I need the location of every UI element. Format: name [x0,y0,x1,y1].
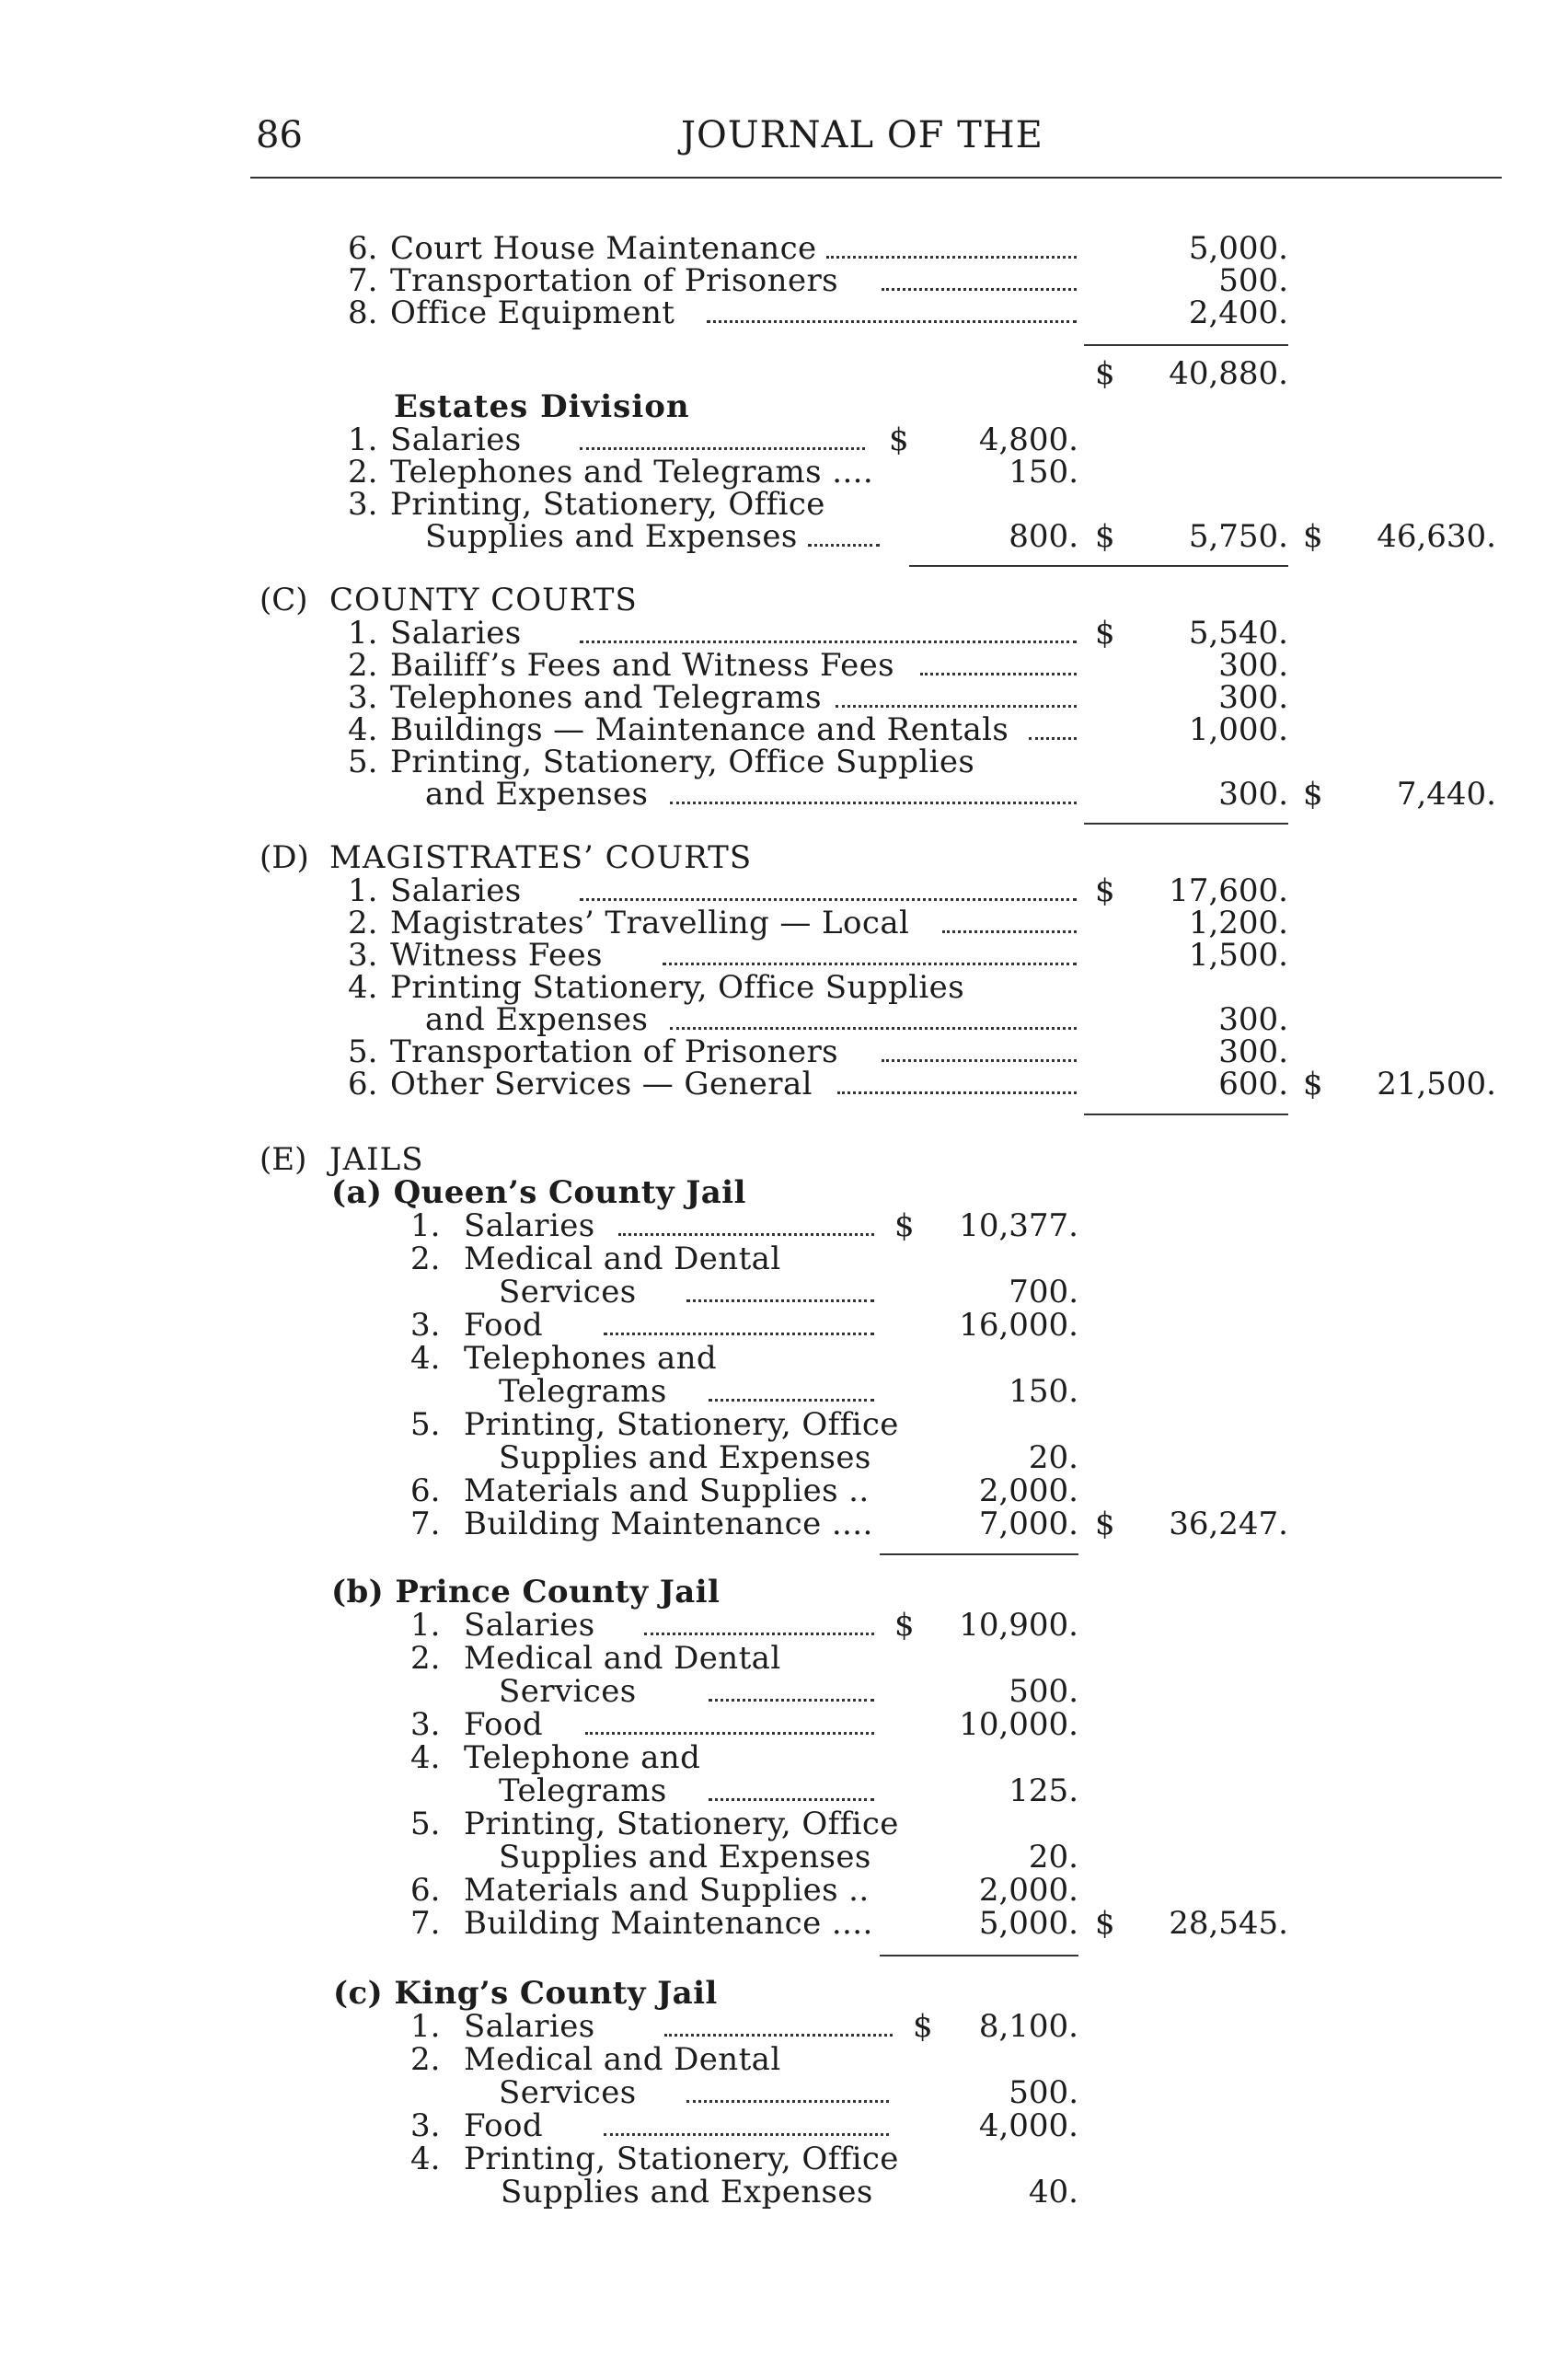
item-amount: 10,000. [959,1706,1078,1743]
item-amount: 1,200. [1188,905,1288,941]
item-number: 2. [348,454,378,491]
item-amount: 300. [1218,647,1288,684]
item-label: Salaries [464,1207,595,1244]
item-label: Medical and Dental [464,2041,781,2078]
dollar-sign: $ [1095,518,1115,555]
dollar-sign: $ [1303,1066,1323,1102]
section-letter: (D) [259,839,309,876]
item-label-continued: Services [499,2074,637,2111]
item-amount: 7,000. [978,1506,1078,1542]
magistrates-total: 21,500. [1377,1066,1496,1102]
dollar-sign: $ [913,2008,933,2045]
dollar-sign: $ [1303,518,1323,555]
dollar-sign: $ [1303,776,1323,813]
leader-dots [604,1333,874,1335]
item-amount: 1,500. [1188,937,1288,974]
magistrates-courts-heading: MAGISTRATES’ COURTS [329,839,753,876]
item-label-continued: Services [499,1274,637,1310]
item-number: 7. [410,1905,441,1942]
jails-heading: JAILS [329,1141,424,1178]
item-amount: 1,000. [1188,711,1288,748]
item-label-continued: and Expenses [425,1001,649,1038]
leader-dots [580,641,1077,643]
leader-dots [882,1059,1077,1062]
item-label: Salaries [390,421,522,458]
item-amount: 2,400. [1188,294,1288,331]
leader-dots [709,1699,874,1702]
leader-dots [618,1233,874,1236]
top-total: 40,880. [1169,355,1288,392]
item-label: Food [464,2107,544,2144]
section-letter: (E) [259,1141,307,1178]
item-amount: 500. [1218,262,1288,299]
item-number: 7. [410,1506,441,1542]
item-label-continued: Telegrams [499,1772,667,1809]
dollar-sign: $ [894,1607,915,1644]
item-number: 1. [348,421,378,458]
item-label-continued: Supplies and Expenses [501,2174,873,2210]
item-label: Telephones and Telegrams [390,679,823,716]
item-number: 5. [410,1806,441,1842]
item-number: 1. [410,2008,441,2045]
item-amount: 8,100. [978,2008,1078,2045]
item-amount: 300. [1218,1033,1288,1070]
leader-dots [663,963,1077,965]
item-amount: 17,600. [1169,872,1288,909]
section-letter: (C) [259,582,308,618]
item-number: 4. [410,1739,441,1776]
item-number: 3. [348,679,378,716]
item-label-continued: Services [499,1673,637,1710]
item-number: 8. [348,294,378,331]
leader-dots [707,320,1077,323]
leader-dots [1029,737,1077,740]
prince-county-jail-heading: (b) Prince County Jail [331,1574,721,1610]
item-label: Materials and Supplies .. [464,1472,870,1509]
item-number: 5. [348,744,378,780]
item-number: 6. [348,230,378,267]
leader-dots [670,1027,1077,1030]
total-rule [880,1955,1078,1956]
kings-county-jail-heading: (c) King’s County Jail [333,1975,718,2012]
item-amount: 4,800. [978,421,1078,458]
leader-dots [882,288,1077,291]
item-number: 1. [348,872,378,909]
item-label-continued: Supplies and Expenses [425,518,798,555]
total-rule [909,565,1288,567]
leader-dots [836,705,1077,708]
item-amount: 300. [1218,679,1288,716]
item-label: Food [464,1706,544,1743]
item-amount: 5,000. [978,1905,1078,1942]
item-label: Food [464,1307,544,1344]
item-amount: 2,000. [978,1872,1078,1909]
queens-county-jail-heading: (a) Queen’s County Jail [331,1174,746,1211]
estates-subtotal: 5,750. [1188,518,1288,555]
item-number: 3. [410,1307,441,1344]
item-number: 3. [410,1706,441,1743]
item-label: Telephones and [464,1340,718,1377]
item-number: 2. [410,1640,441,1677]
item-number: 6. [410,1472,441,1509]
leader-dots [644,1633,874,1635]
item-number: 1. [410,1207,441,1244]
item-amount: 10,377. [959,1207,1078,1244]
item-number: 2. [348,647,378,684]
item-amount: 700. [1009,1274,1078,1310]
item-label: Telephones and Telegrams .... [390,454,874,491]
leader-dots [664,2034,893,2037]
item-label: Witness Fees [390,937,603,974]
county-courts-total: 7,440. [1396,776,1496,813]
item-label: Salaries [390,872,522,909]
item-amount: 5,000. [1188,230,1288,267]
item-label: Magistrates’ Travelling — Local [390,905,910,941]
item-amount: 600. [1218,1066,1288,1102]
leader-dots [837,1091,1077,1094]
leader-dots [686,2100,889,2103]
total-rule [1084,823,1288,825]
item-number: 4. [348,969,378,1006]
dollar-sign: $ [1095,615,1115,652]
item-amount: 300. [1218,776,1288,813]
item-amount: 40. [1028,2174,1078,2210]
item-amount: 5,540. [1188,615,1288,652]
leader-dots [580,447,865,450]
item-amount: 500. [1009,2074,1078,2111]
total-rule [1084,344,1288,346]
item-number: 3. [348,937,378,974]
item-label-continued: Supplies and Expenses [499,1839,871,1875]
item-number: 4. [410,1340,441,1377]
item-label: Court House Maintenance [390,230,817,267]
item-number: 5. [348,1033,378,1070]
item-number: 5. [410,1406,441,1443]
item-number: 2. [410,2041,441,2078]
item-label: Salaries [464,1607,595,1644]
item-label: Printing, Stationery, Office [464,2141,899,2177]
item-amount: 2,000. [978,1472,1078,1509]
item-amount: 500. [1009,1673,1078,1710]
item-number: 3. [348,486,378,523]
item-label-continued: Telegrams [499,1373,667,1410]
total-rule [880,1553,1078,1555]
item-label: Printing, Stationery, Office Supplies [390,744,975,780]
dollar-sign: $ [1095,355,1115,392]
dollar-sign: $ [894,1207,915,1244]
item-label: Salaries [464,2008,595,2045]
item-label: Bailiff’s Fees and Witness Fees [390,647,895,684]
item-amount: 20. [1028,1439,1078,1476]
item-amount: 10,900. [959,1607,1078,1644]
item-label: Building Maintenance .... [464,1506,873,1542]
total-rule [1084,1114,1288,1115]
running-head: JOURNAL OF THE [681,114,1043,156]
item-amount: 150. [1009,454,1078,491]
leader-dots [942,930,1077,933]
prince-jail-total: 28,545. [1169,1905,1288,1942]
leader-dots [920,673,1077,675]
item-label: Building Maintenance .... [464,1905,873,1942]
dollar-sign: $ [1095,1905,1115,1942]
item-label: Medical and Dental [464,1241,781,1277]
dollar-sign: $ [1095,1506,1115,1542]
leader-dots [826,256,1077,259]
item-label: Printing Stationery, Office Supplies [390,969,965,1006]
item-amount: 125. [1009,1772,1078,1809]
item-label: Telephone and [464,1739,701,1776]
item-label: Transportation of Prisoners [390,262,838,299]
item-label: Transportation of Prisoners [390,1033,838,1070]
header-rule [250,177,1502,179]
item-label: Printing, Stationery, Office [464,1806,899,1842]
leader-dots [585,1732,874,1735]
item-label: Office Equipment [390,294,675,331]
leader-dots [709,1399,874,1402]
page-number: 86 [256,114,303,156]
dollar-sign: $ [889,421,909,458]
leader-dots [580,898,1077,901]
item-number: 7. [348,262,378,299]
item-number: 4. [410,2141,441,2177]
item-amount: 16,000. [959,1307,1078,1344]
leader-dots [709,1798,874,1801]
item-label: Printing, Stationery, Office [464,1406,899,1443]
item-amount: 4,000. [978,2107,1078,2144]
leader-dots [670,802,1077,804]
item-label: Salaries [390,615,522,652]
leader-dots [686,1299,874,1302]
item-number: 1. [410,1607,441,1644]
item-amount: 20. [1028,1839,1078,1875]
item-amount: 300. [1218,1001,1288,1038]
item-label: Medical and Dental [464,1640,781,1677]
item-number: 3. [410,2107,441,2144]
item-amount: 800. [1009,518,1078,555]
item-number: 2. [410,1241,441,1277]
item-label: Materials and Supplies .. [464,1872,870,1909]
item-label: Other Services — General [390,1066,813,1102]
item-label-continued: and Expenses [425,776,649,813]
item-number: 6. [348,1066,378,1102]
item-number: 6. [410,1872,441,1909]
queens-jail-total: 36,247. [1169,1506,1288,1542]
item-number: 2. [348,905,378,941]
item-number: 4. [348,711,378,748]
item-label: Buildings — Maintenance and Rentals [390,711,1009,748]
item-label: Printing, Stationery, Office [390,486,825,523]
item-label-continued: Supplies and Expenses [499,1439,871,1476]
grand-total: 46,630. [1377,518,1496,555]
leader-dots [808,544,880,547]
item-number: 1. [348,615,378,652]
item-amount: 150. [1009,1373,1078,1410]
dollar-sign: $ [1095,872,1115,909]
county-courts-heading: COUNTY COURTS [329,582,638,618]
leader-dots [604,2133,889,2136]
estates-division-heading: Estates Division [394,388,690,425]
